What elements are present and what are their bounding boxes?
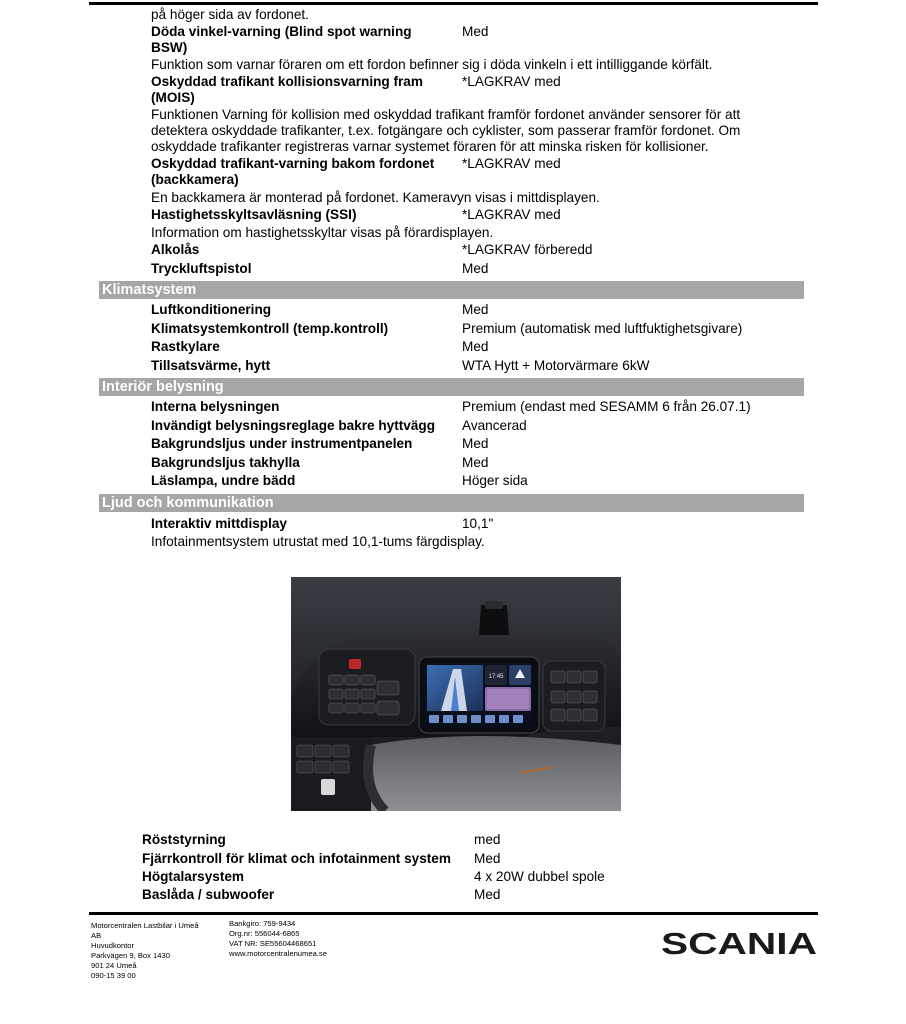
section-header-climate: [99, 281, 804, 299]
climate-row-value: Premium (automatisk med luftfuktighetsgivare): [462, 321, 743, 336]
footer-website[interactable]: www.motorcentralenumea.se: [229, 949, 327, 958]
ssi-description: Information om hastighetsskyltar visas på förardisplayen.: [151, 225, 494, 240]
lighting-row-label: Bakgrundsljus under instrumentpanelen: [151, 436, 413, 451]
footer-street: Parkvägen 9, Box 1430: [91, 951, 170, 960]
lighting-row-label: Läslampa, undre bädd: [151, 473, 296, 488]
air-gun-value: Med: [462, 261, 489, 276]
footer-company-cont: AB: [91, 931, 102, 940]
top-rule: [89, 2, 818, 5]
climate-row-label: Tillsatsvärme, hytt: [151, 358, 271, 373]
lighting-row-label: Interna belysningen: [151, 399, 280, 414]
mois-description-2: detektera oskyddade trafikanter, t.ex. fotgängare och cyklister, som passerar framför fordonet. Om: [151, 123, 741, 138]
footer-orgnr: Org.nr: 556044-6865: [229, 929, 300, 938]
mois-label-cont: (MOIS): [151, 90, 195, 105]
scania-logo: [660, 922, 818, 962]
sound-row-value: med: [474, 832, 501, 847]
lighting-row-value: Premium (endast med SESAMM 6 från 26.07.1): [462, 399, 751, 414]
sound-row-label: Fjärrkontroll för klimat och infotainment system: [142, 851, 451, 866]
lighting-row-value: Med: [462, 436, 489, 451]
intro-tail-text: på höger sida av fordonet.: [151, 7, 309, 22]
sound-row-label: Röststyrning: [142, 832, 226, 847]
climate-row-label: Klimatsystemkontroll (temp.kontroll): [151, 321, 389, 336]
footer-office: Huvudkontor: [91, 941, 135, 950]
footer-phone: 090-15 39 00: [91, 971, 136, 980]
dashboard-photo: [291, 577, 621, 811]
footer-vat: VAT NR: SE55604468651: [229, 939, 317, 948]
section-title: Ljud och kommunikation: [102, 495, 274, 511]
lighting-row-value: Höger sida: [462, 473, 528, 488]
ssi-label: Hastighetsskyltsavläsning (SSI): [151, 207, 357, 222]
mois-value: *LAGKRAV med: [462, 74, 561, 89]
bsw-value: Med: [462, 24, 489, 39]
lighting-row-label: Invändigt belysningsreglage bakre hyttvägg: [151, 418, 436, 433]
center-display-description: Infotainmentsystem utrustat med 10,1-tums färgdisplay.: [151, 534, 485, 549]
alcolock-value: *LAGKRAV förberedd: [462, 242, 593, 257]
footer-postal: 901 24 Umeå: [91, 961, 137, 970]
lighting-row-value: Avancerad: [462, 418, 527, 433]
dashboard-illustration: [291, 577, 621, 811]
ssi-value: *LAGKRAV med: [462, 207, 561, 222]
mois-description-1: Funktionen Varning för kollision med oskyddad trafikant framför fordonet använder sensorer för att: [151, 107, 741, 122]
rear-warning-label: Oskyddad trafikant-varning bakom fordonet: [151, 156, 435, 171]
sound-row-value: Med: [474, 851, 501, 866]
climate-row-label: Rastkylare: [151, 339, 220, 354]
rear-warning-label-cont: (backkamera): [151, 172, 239, 187]
alcolock-label: Alkolås: [151, 242, 200, 257]
section-header-sound: [99, 494, 804, 512]
climate-row-value: Med: [462, 302, 489, 317]
air-gun-label: Tryckluftspistol: [151, 261, 252, 276]
climate-row-value: WTA Hytt + Motorvärmare 6kW: [462, 358, 650, 373]
sound-row-value: 4 x 20W dubbel spole: [474, 869, 605, 884]
footer-company: Motorcentralen Lastbilar i Umeå: [91, 921, 199, 930]
sound-row-label: Baslåda / subwoofer: [142, 887, 275, 902]
bsw-label: Döda vinkel-varning (Blind spot warning: [151, 24, 412, 39]
footer-bankgiro: Bankgiro: 759-9434: [229, 919, 296, 928]
rear-warning-description: En backkamera är monterad på fordonet. Kameravyn visas i mittdisplayen.: [151, 190, 600, 205]
section-title: Klimatsystem: [102, 282, 197, 298]
center-display-label: Interaktiv mittdisplay: [151, 516, 287, 531]
bsw-description: Funktion som varnar föraren om ett fordon befinner sig i döda vinkeln i ett intilliggande körfält.: [151, 57, 713, 72]
screen-time-label: 17:45: [488, 674, 504, 680]
mois-label: Oskyddad trafikant kollisionsvarning fram: [151, 74, 423, 89]
center-display-value: 10,1": [462, 516, 494, 531]
section-header-lighting: [99, 378, 804, 396]
climate-row-value: Med: [462, 339, 489, 354]
lighting-row-value: Med: [462, 455, 489, 470]
logo-wordmark: SCANIA: [661, 926, 817, 961]
sound-row-label: Högtalarsystem: [142, 869, 244, 884]
climate-row-label: Luftkonditionering: [151, 302, 272, 317]
sound-row-value: Med: [474, 887, 501, 902]
section-title: Interiör belysning: [102, 379, 224, 395]
bottom-rule: [89, 912, 818, 915]
lighting-row-label: Bakgrundsljus takhylla: [151, 455, 300, 470]
rear-warning-value: *LAGKRAV med: [462, 156, 561, 171]
bsw-label-cont: BSW): [151, 40, 188, 55]
mois-description-3: oskyddade trafikanter registreras varnar systemet föraren för att minska risken för kollisioner.: [151, 139, 709, 154]
